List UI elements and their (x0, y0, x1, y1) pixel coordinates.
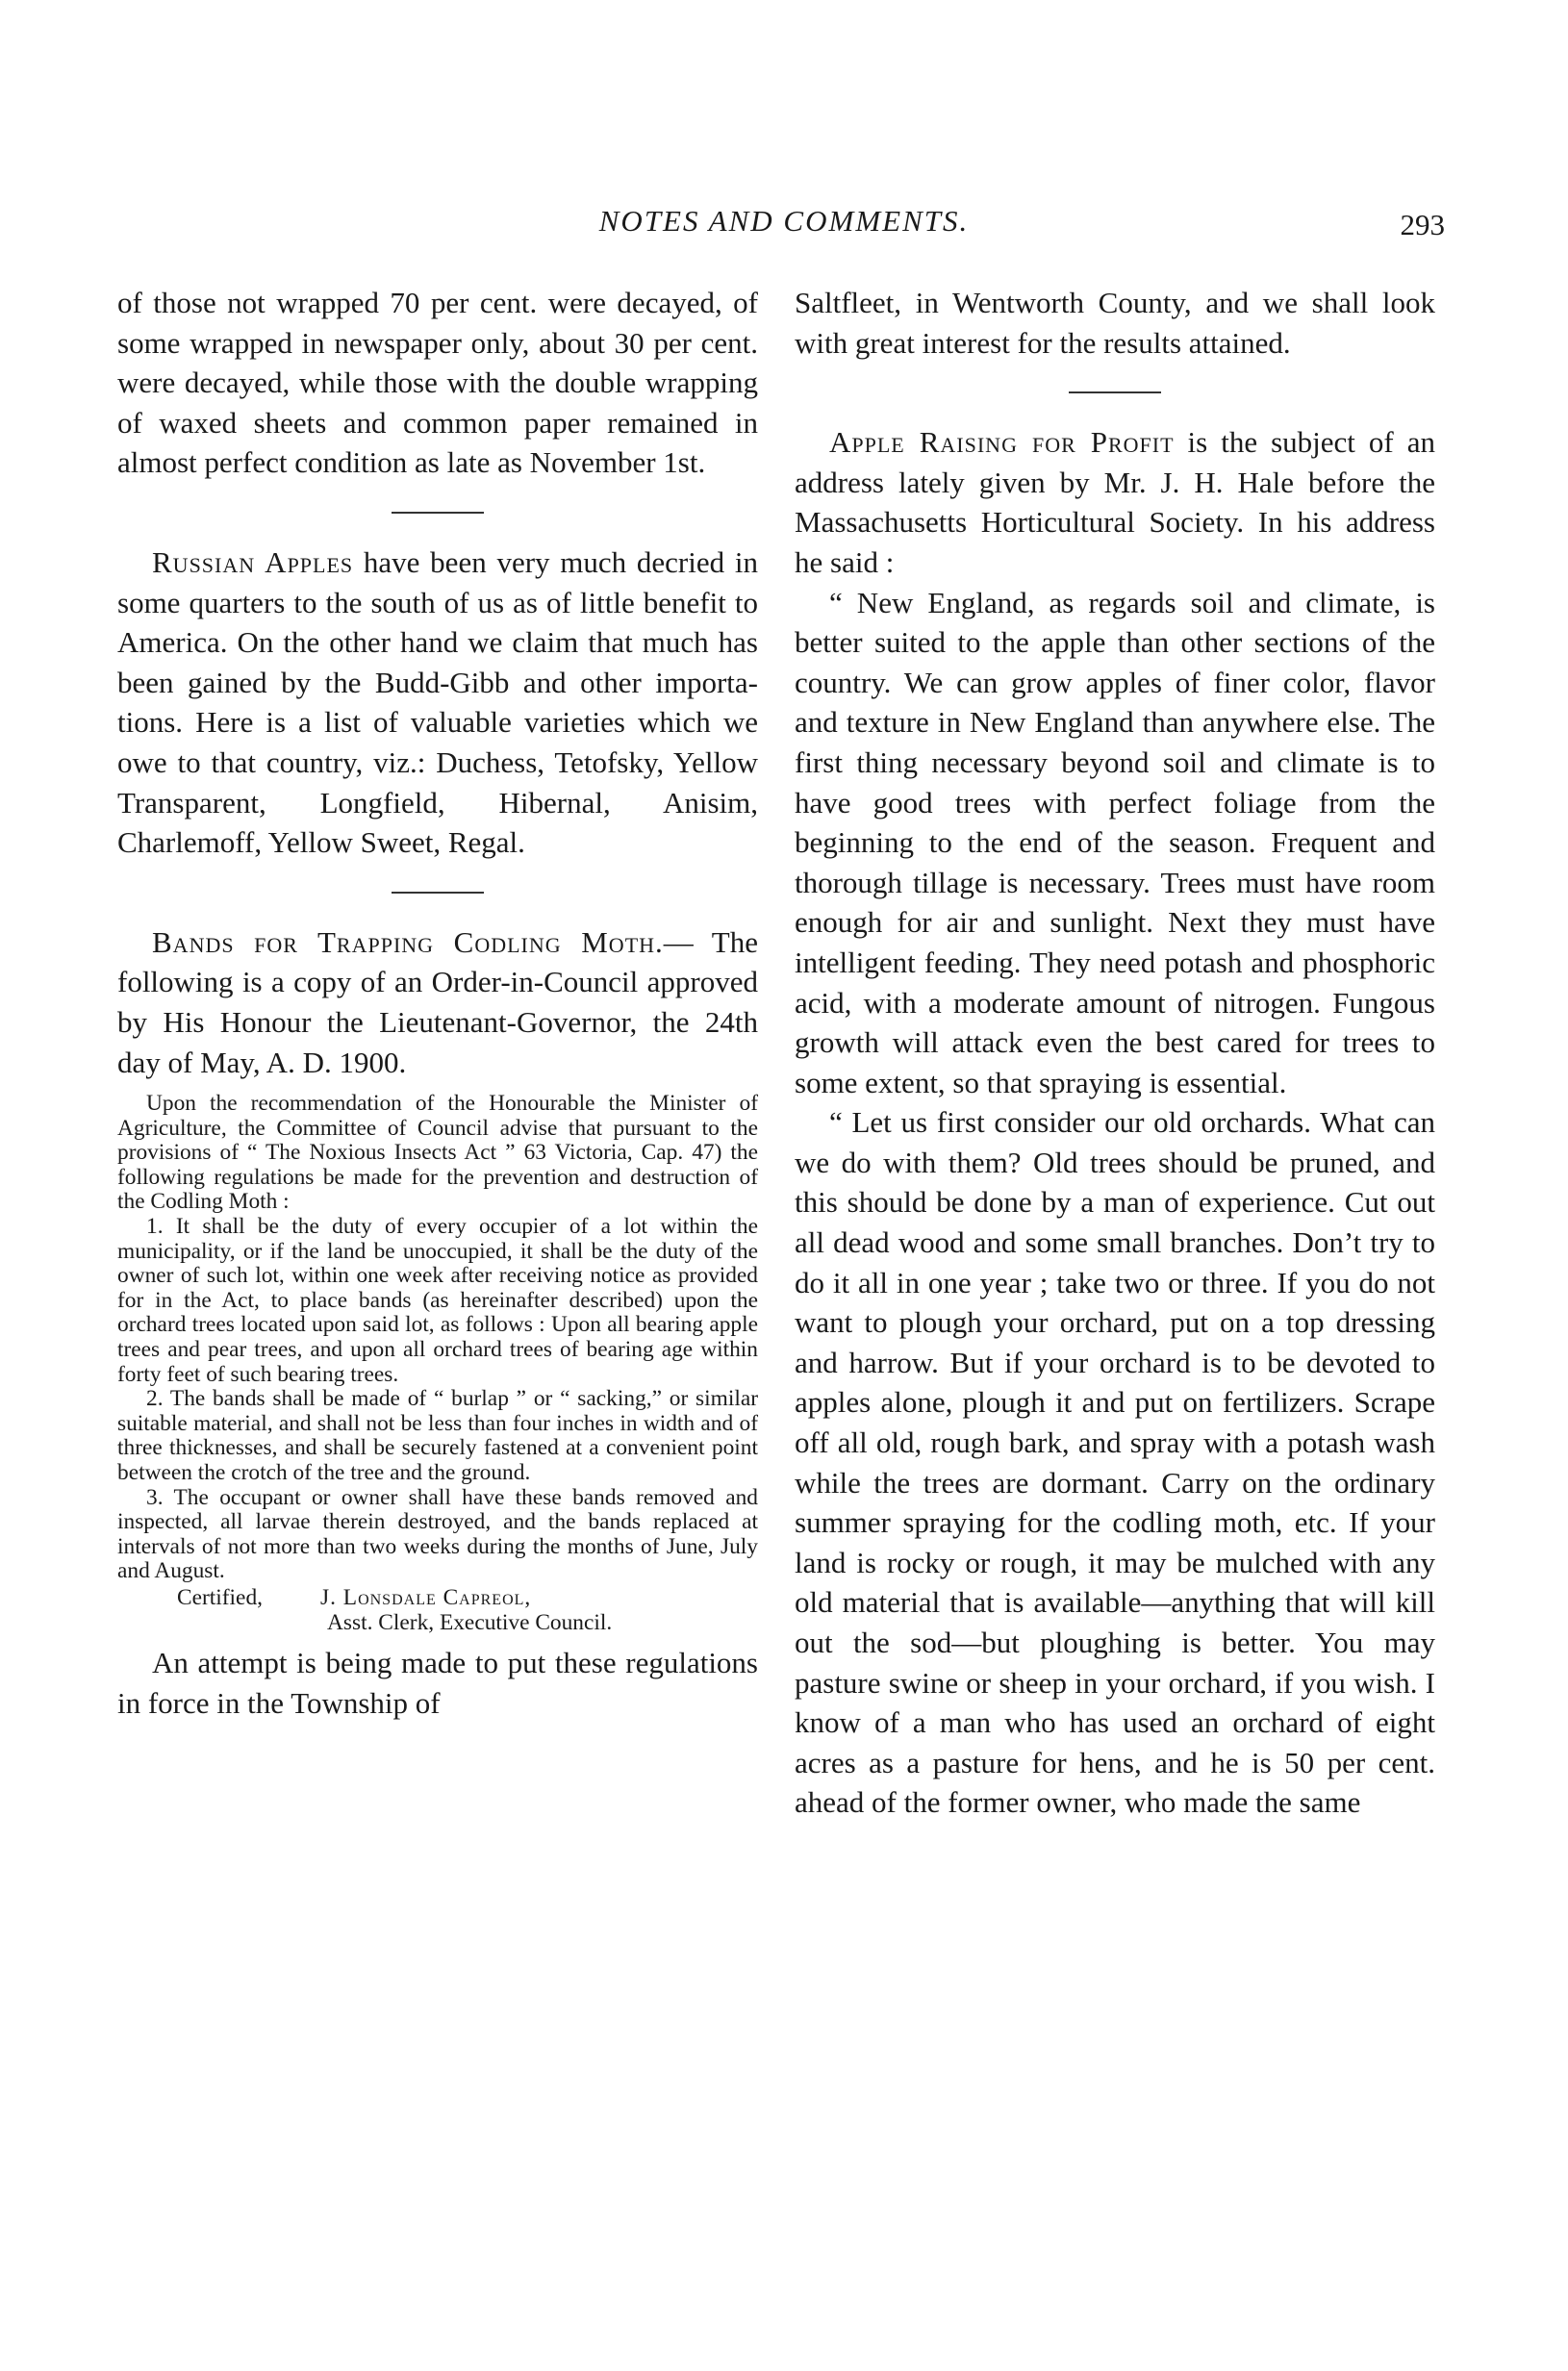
page-header (0, 204, 1568, 262)
section-divider (392, 892, 484, 894)
certified-name: J. Lonsdale Capreol, (319, 1584, 532, 1610)
apple-raising-body: is the subject of an address lately given by Mr. J. H. Hale before the Massachusetts Horticultural Society. In his address he said : (795, 425, 1435, 579)
section-heading-bands: Bands for Trapping Codling Moth. (152, 924, 664, 959)
section-heading-apple-raising: Apple Raising for Profit (829, 425, 1175, 460)
order-clause-3: 3. The occupant or owner shall have these bands removed and inspected, all larvae therein destroyed, and the bands replaced at intervals of not more than two weeks during the months of June, July and August. (117, 1484, 758, 1584)
order-in-council (117, 1092, 758, 1635)
order-intro: Upon the recommendation of the Honourable the Minister of Agriculture, the Committee of Council advise that pursuant to the provisions of “ The Noxious Insects Act ” 63 Victoria, Cap. 47) the following regulations be made for the prevention and destruction of the Codling Moth : (117, 1091, 758, 1215)
section-divider (1069, 391, 1161, 393)
paragraph-new-england: “ New England, as regards soil and climate, is better suited to the apple than other sections of the country. We can grow apples of finer color, flavor and texture in New England than anywhere else. The first thing necessary beyond soil and climate is to have good trees with perfect foliage from the beginning to the end of the season. Frequent and thorough tillage is necessary. Trees must have room enough for air and sunlight. Next they must have intelligent feeding. They need potash and phosphoric acid, with a moderate amount of nitrogen. Fungous growth will attack even the best cared for trees to some extent, so that spraying is essential. (795, 585, 1435, 1099)
paragraph-apple-raising (795, 422, 1435, 582)
running-head: NOTES AND COMMENTS. (598, 204, 970, 238)
paragraph-russian-apples (117, 542, 758, 863)
bands-body: — The following is a copy of an Order-in-Council approved by His Honour the Lieutenant-Governor, the 24th day of May, A. D. 1900. (117, 924, 758, 1079)
certified-title: Asst. Clerk, Executive Council. (327, 1609, 613, 1635)
section-divider (392, 512, 484, 514)
certified-label: Certified, (177, 1584, 263, 1610)
paragraph-bands (117, 922, 758, 1082)
paragraph-old-orchards: “ Let us first consider our old orchards. What can we do with them? Old trees should be pruned, and this should be done by a man of experience. Cut out all dead wood and some small branches. Don’t try to do it all in one year ; take two or three. If you do not want to plough your orchard, put on a top dressing and harrow. But if your orchard is to be devoted to apples alone, plough it and put on fertilizers. Scrape off all old, rough bark, and spray with a potash wash while the trees are dormant. Carry on the ordinary summer spraying for the codling moth, etc. If your land is rocky or rough, it may be mulched with any old material that is available—anything that will kill out the sod—but ploughing is better. You may pasture swine or sheep in your orchard, if you wish. I know of a man who has used an orchard of eight acres as a pasture for hens, and he is 50 per cent. ahead of the former owner, who made the same (795, 1105, 1435, 1820)
paragraph-attempt: An attempt is being made to put these regulations in force in the Township of (117, 1646, 758, 1720)
order-clause-1: 1. It shall be the duty of every occupier of a lot within the municipality, or if the land be unoccupied, it shall be the duty of the owner of such lot, within one week after receiving notice as provided for in the Act, to place bands (as hereinafter described) upon the orchard trees located upon said lot, as follows : Upon all bearing apple trees and pear trees, and upon all orchard trees of bearing age within forty feet of such bearing trees. (117, 1214, 758, 1387)
left-column (117, 283, 758, 1723)
russian-apples-body: have been very much decried in some quarters to the south of us as of little benefit to America. On the other hand we claim that much has been gained by the Budd-Gibb and other importations. Here is a list of valuable varieties which we owe to that country, viz.: Duchess, Tetofsky, Yellow Transparent, Longfield, Hibernal, Anisim, Charlemoff, Yellow Sweet, Regal. (117, 544, 758, 860)
section-heading-russian-apples: Russian Apples (152, 544, 354, 579)
right-column (795, 283, 1435, 1823)
paragraph-saltfleet: Saltfleet, in Wentworth County, and we shall look with great interest for the results attained. (795, 286, 1435, 360)
page-number: 293 (1400, 208, 1445, 241)
order-clause-2: 2. The bands shall be made of “ burlap ” or “ sacking,” or similar suitable material, and shall not be less than four inches in width and of three thicknesses, and shall be securely fastened at a convenient point between the crotch of the tree and the ground. (117, 1386, 758, 1485)
paragraph-wrapping-results: of those not wrapped 70 per cent. were decayed, of some wrapped in newspaper only, about 30 per cent. were decayed, while those with the double wrapping of waxed sheets and common paper remained in almost perfect condition as late as November 1st. (117, 286, 758, 480)
certification-block (117, 1586, 758, 1635)
